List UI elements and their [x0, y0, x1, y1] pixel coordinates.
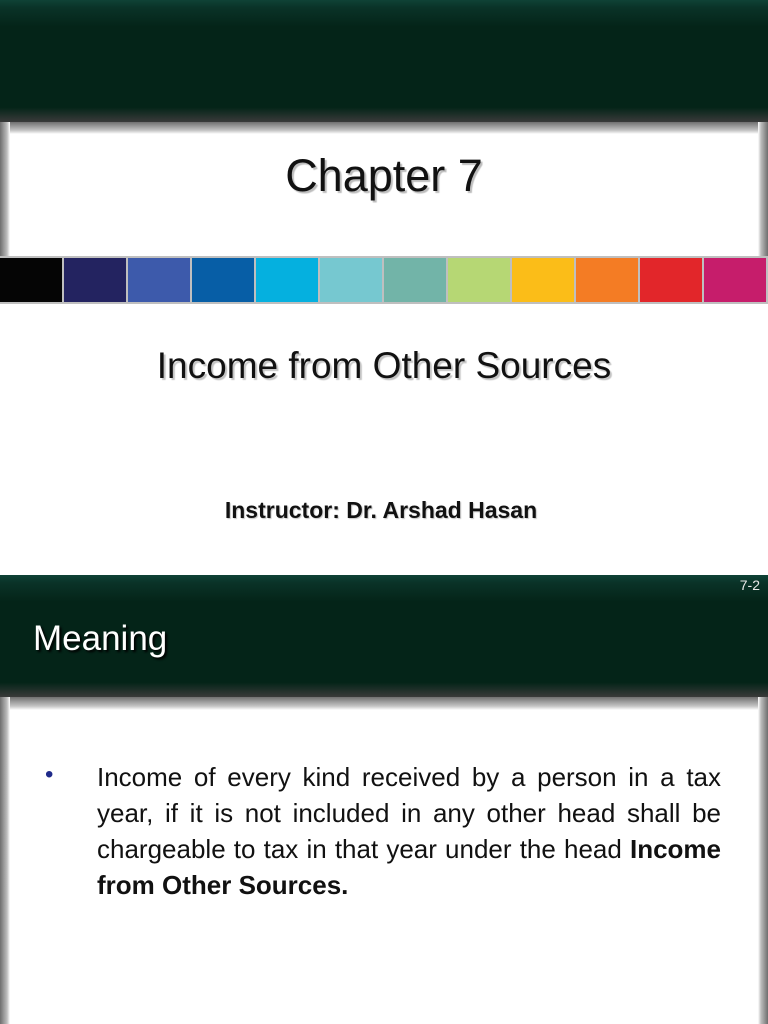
color-swatch [320, 258, 384, 302]
color-swatch [64, 258, 128, 302]
slide-heading: Meaning [33, 619, 168, 658]
paragraph-text: Income of every kind received by a person in a tax year, if it is not included in any other head shall be chargeable to tax in that year under the head [97, 762, 721, 864]
content-slide [0, 575, 768, 1024]
chapter-subtitle: Income from Other Sources [156, 345, 612, 386]
color-swatch-bar [0, 256, 768, 304]
frame-top-shadow [0, 697, 768, 710]
color-swatch [704, 258, 768, 302]
bullet-paragraph [97, 759, 721, 903]
color-swatch [640, 258, 704, 302]
color-swatch [0, 258, 64, 302]
color-swatch [448, 258, 512, 302]
color-swatch [512, 258, 576, 302]
slide-number: 7-2 [739, 577, 760, 593]
slide-header-band [0, 575, 768, 697]
frame-right-shadow [758, 697, 768, 1024]
chapter-title: Chapter 7 [285, 150, 483, 201]
bullet-icon: • [45, 761, 54, 788]
color-swatch [384, 258, 448, 302]
paragraph-bold-text: Income from Other Sources. [97, 834, 721, 900]
slide-header-band [0, 0, 768, 122]
color-swatch [256, 258, 320, 302]
color-swatch [128, 258, 192, 302]
frame-left-shadow [0, 697, 10, 1024]
frame-top-shadow [0, 122, 768, 134]
color-swatch [576, 258, 640, 302]
color-swatch [192, 258, 256, 302]
instructor-name: Instructor: Dr. Arshad Hasan [224, 497, 538, 523]
